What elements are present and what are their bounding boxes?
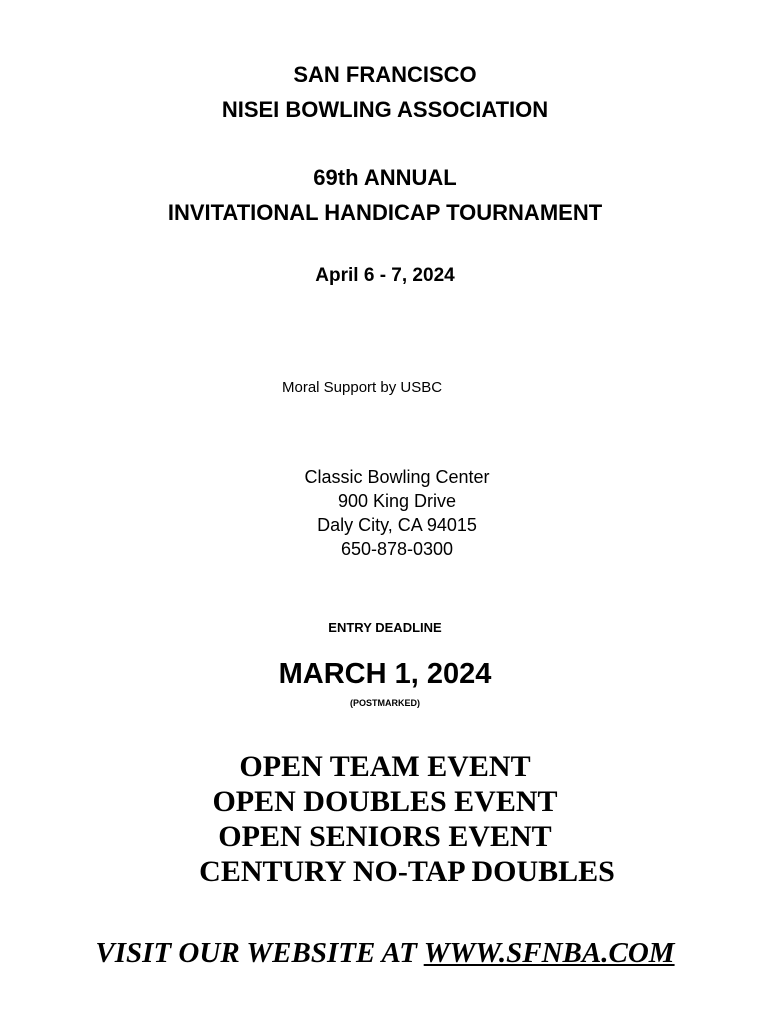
event-item: CENTURY NO-TAP DOUBLES xyxy=(199,855,615,888)
entry-deadline-label: ENTRY DEADLINE xyxy=(328,620,442,635)
venue-phone: 650-878-0300 xyxy=(340,539,454,559)
event-item: OPEN TEAM EVENT xyxy=(239,750,531,783)
website-prefix: VISIT OUR WEBSITE AT xyxy=(95,937,424,969)
website-callout xyxy=(0,937,770,970)
event-item: OPEN SENIORS EVENT xyxy=(218,820,552,853)
organization-name-line1: SAN FRANCISCO xyxy=(293,62,477,87)
tournament-title: INVITATIONAL HANDICAP TOURNAMENT xyxy=(167,200,603,225)
venue-city: Daly City, CA 94015 xyxy=(317,515,477,535)
entry-deadline-date: MARCH 1, 2024 xyxy=(278,658,492,690)
event-item: OPEN DOUBLES EVENT xyxy=(212,785,558,818)
tournament-dates: April 6 - 7, 2024 xyxy=(315,265,455,286)
entry-deadline-note: (POSTMARKED) xyxy=(350,698,420,708)
organization-name-line2: NISEI BOWLING ASSOCIATION xyxy=(221,97,549,122)
venue-street: 900 King Drive xyxy=(337,491,457,511)
tournament-edition: 69th ANNUAL xyxy=(313,165,457,190)
support-credit: Moral Support by USBC xyxy=(282,379,443,396)
venue-name: Classic Bowling Center xyxy=(304,467,490,487)
website-link[interactable]: WWW.SFNBA.COM xyxy=(423,937,675,969)
